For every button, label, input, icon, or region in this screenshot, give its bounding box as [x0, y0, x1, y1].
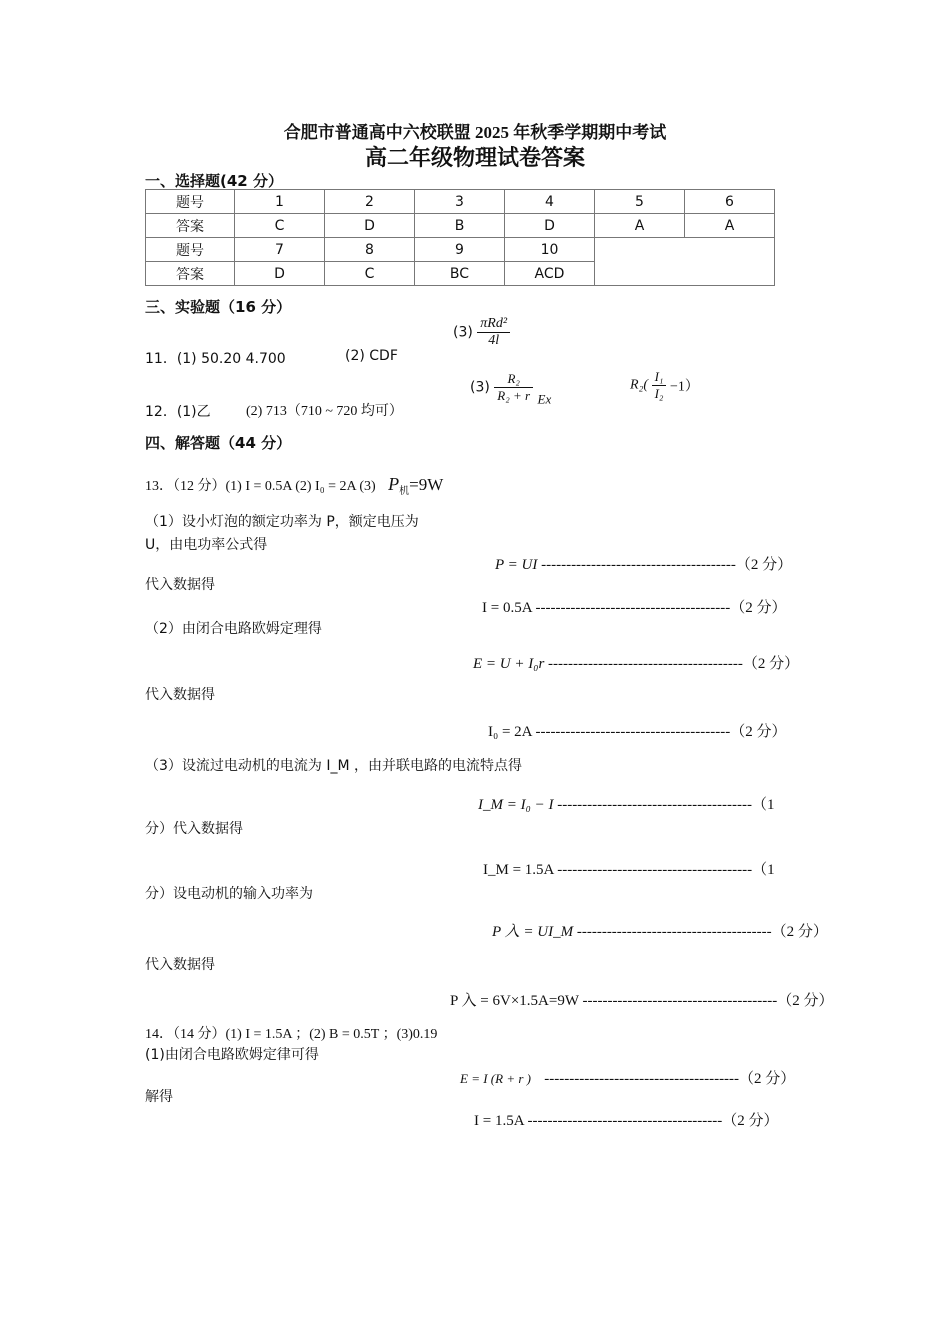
table-cell: BC: [415, 262, 505, 286]
exam-title: 合肥市普通高中六校联盟 2025 年秋季学期期中考试: [283, 123, 667, 142]
q12-part4-post: −1）: [669, 379, 699, 395]
score: （2 分）: [722, 1113, 779, 1129]
score: （2 分）: [739, 1071, 796, 1087]
q12-part3: [470, 371, 551, 408]
equation: I_M = 1.5A: [483, 862, 554, 878]
score: （2 分）: [730, 724, 787, 740]
q12-fraction: [494, 371, 533, 404]
table-cell: 2: [325, 190, 415, 214]
q12-answer: 12．(1)乙: [145, 404, 211, 420]
q13-eq3: [473, 652, 799, 673]
q12-part2: (2) 713（710 ~ 720 均可）: [246, 404, 403, 419]
q14-eq2: [474, 1109, 779, 1130]
q14-solve: 解得: [145, 1089, 173, 1105]
equation: E = U + I₀r: [473, 656, 545, 672]
table-cell: 6: [685, 190, 775, 214]
table-cell: 答案: [146, 262, 235, 286]
q11-part2: (2) CDF: [345, 348, 398, 364]
q13-summary-value: =9W: [409, 475, 444, 494]
dash-leader: ---------------------------------------: [548, 656, 743, 672]
table-cell: 7: [235, 238, 325, 262]
q11-part3: [453, 316, 510, 349]
q13-eq5: [478, 793, 775, 814]
answer-title: 高二年级物理试卷答案: [364, 146, 585, 171]
dash-leader: ---------------------------------------: [544, 1071, 740, 1087]
score: （2 分）: [735, 557, 793, 573]
equation: I = 0.5A: [482, 600, 532, 616]
q12-part3-label: (3): [470, 379, 490, 396]
score: （2 分）: [730, 600, 787, 616]
q13-summary: [145, 474, 443, 497]
q13-substitute-2: 代入数据得: [145, 687, 215, 703]
dash-leader: ---------------------------------------: [541, 557, 736, 573]
q13-summary-p: P: [388, 474, 400, 494]
table-cell: 5: [595, 190, 685, 214]
q13-eq7: [492, 920, 828, 941]
q14-eq1: [460, 1067, 795, 1088]
q13-eq8: [450, 989, 834, 1010]
q12-part4-numerator: I₁: [652, 369, 667, 386]
table-cell: 3: [415, 190, 505, 214]
table-cell: 10: [505, 238, 595, 262]
section-choice-heading: 一、选择题(42 分）: [145, 172, 283, 190]
q13-substitute-4: 代入数据得: [145, 957, 215, 973]
equation: P = UI: [495, 557, 538, 573]
table-cell: C: [325, 262, 415, 286]
q13-step1-line2: U，由电功率公式得: [145, 537, 268, 553]
table-row: [146, 214, 775, 238]
q13-eq1: [495, 553, 792, 574]
score: （1: [752, 862, 775, 878]
equation: E = I (R + r ): [460, 1071, 531, 1086]
q13-substitute-3: 分）代入数据得: [145, 821, 243, 837]
table-cell: 题号: [146, 190, 235, 214]
table-cell: A: [685, 214, 775, 238]
table-cell: 8: [325, 238, 415, 262]
score: （2 分）: [771, 924, 828, 940]
q14-step1: (1)由闭合电路欧姆定律可得: [145, 1047, 319, 1063]
q13-step3: （3）设流过电动机的电流为 I_M ，由并联电路的电流特点得: [145, 758, 523, 774]
q11-denominator: 4l: [488, 333, 500, 348]
q11-fraction: [477, 316, 510, 349]
q12-denominator: R₂ + r: [497, 388, 531, 403]
q13-summary-sub: 机: [399, 485, 410, 497]
q13-summary-text: 13．（12 分）(1) I = 0.5A (2) I₀ = 2A (3): [145, 479, 376, 494]
dash-leader: ---------------------------------------: [527, 1113, 723, 1129]
table-cell: C: [235, 214, 325, 238]
table-row: [146, 190, 775, 214]
q13-eq4: [488, 720, 787, 741]
dash-leader: ---------------------------------------: [557, 797, 753, 813]
table-cell: D: [325, 214, 415, 238]
q13-step4: 分）设电动机的输入功率为: [145, 886, 313, 902]
table-cell: 4: [505, 190, 595, 214]
dash-leader: ---------------------------------------: [576, 924, 772, 940]
score: （2 分）: [742, 656, 800, 672]
table-cell: 答案: [146, 214, 235, 238]
dash-leader: ---------------------------------------: [535, 600, 731, 616]
q13-step1-line1: （1）设小灯泡的额定功率为 P，额定电压为: [145, 514, 419, 530]
table-cell: 9: [415, 238, 505, 262]
score: （1: [752, 797, 775, 813]
q11-numerator: πRd²: [477, 316, 510, 333]
q12-numerator: R₂: [494, 371, 533, 388]
dash-leader: ---------------------------------------: [557, 862, 753, 878]
equation: I_M = I₀ − I: [478, 797, 554, 813]
table-cell: 1: [235, 190, 325, 214]
equation: I = 1.5A: [474, 1113, 524, 1129]
table-cell: D: [505, 214, 595, 238]
table-cell: ACD: [505, 262, 595, 286]
section-experiment-heading: 三、实验题（16 分）: [145, 298, 292, 316]
q13-eq6: [483, 858, 775, 879]
section-solution-heading: 四、解答题（44 分）: [145, 434, 292, 452]
q12-part4-pre: R₂(: [630, 377, 649, 393]
score: （2 分）: [777, 993, 834, 1009]
dash-leader: ---------------------------------------: [582, 993, 778, 1009]
q14-summary: 14．（14 分）(1) I = 1.5A ；(2) B = 0.5T ；(3)0.19: [145, 1027, 438, 1042]
table-cell: B: [415, 214, 505, 238]
q13-substitute-1: 代入数据得: [145, 577, 215, 593]
q12-part4-fraction: [652, 369, 667, 402]
choice-answer-table: [145, 189, 775, 286]
q11-part3-label: (3): [453, 324, 473, 341]
table-row: [146, 238, 775, 262]
q11-answer: 11．(1) 50.20 4.700: [145, 351, 286, 367]
q12-part4-denominator: I₂: [654, 386, 664, 401]
q13-step2: （2）由闭合电路欧姆定理得: [145, 621, 322, 637]
equation: I₀ = 2A: [488, 724, 532, 740]
table-cell: D: [235, 262, 325, 286]
table-cell: 题号: [146, 238, 235, 262]
table-cell: A: [595, 214, 685, 238]
q12-part4: [630, 369, 699, 402]
table-empty-cell: [595, 238, 775, 286]
equation: P 入 = UI_M: [492, 924, 574, 940]
q12-emf-symbol: Ex: [537, 391, 552, 407]
dash-leader: ---------------------------------------: [535, 724, 731, 740]
q13-eq2: [482, 596, 787, 617]
equation: P 入 = 6V×1.5A=9W: [450, 993, 579, 1009]
